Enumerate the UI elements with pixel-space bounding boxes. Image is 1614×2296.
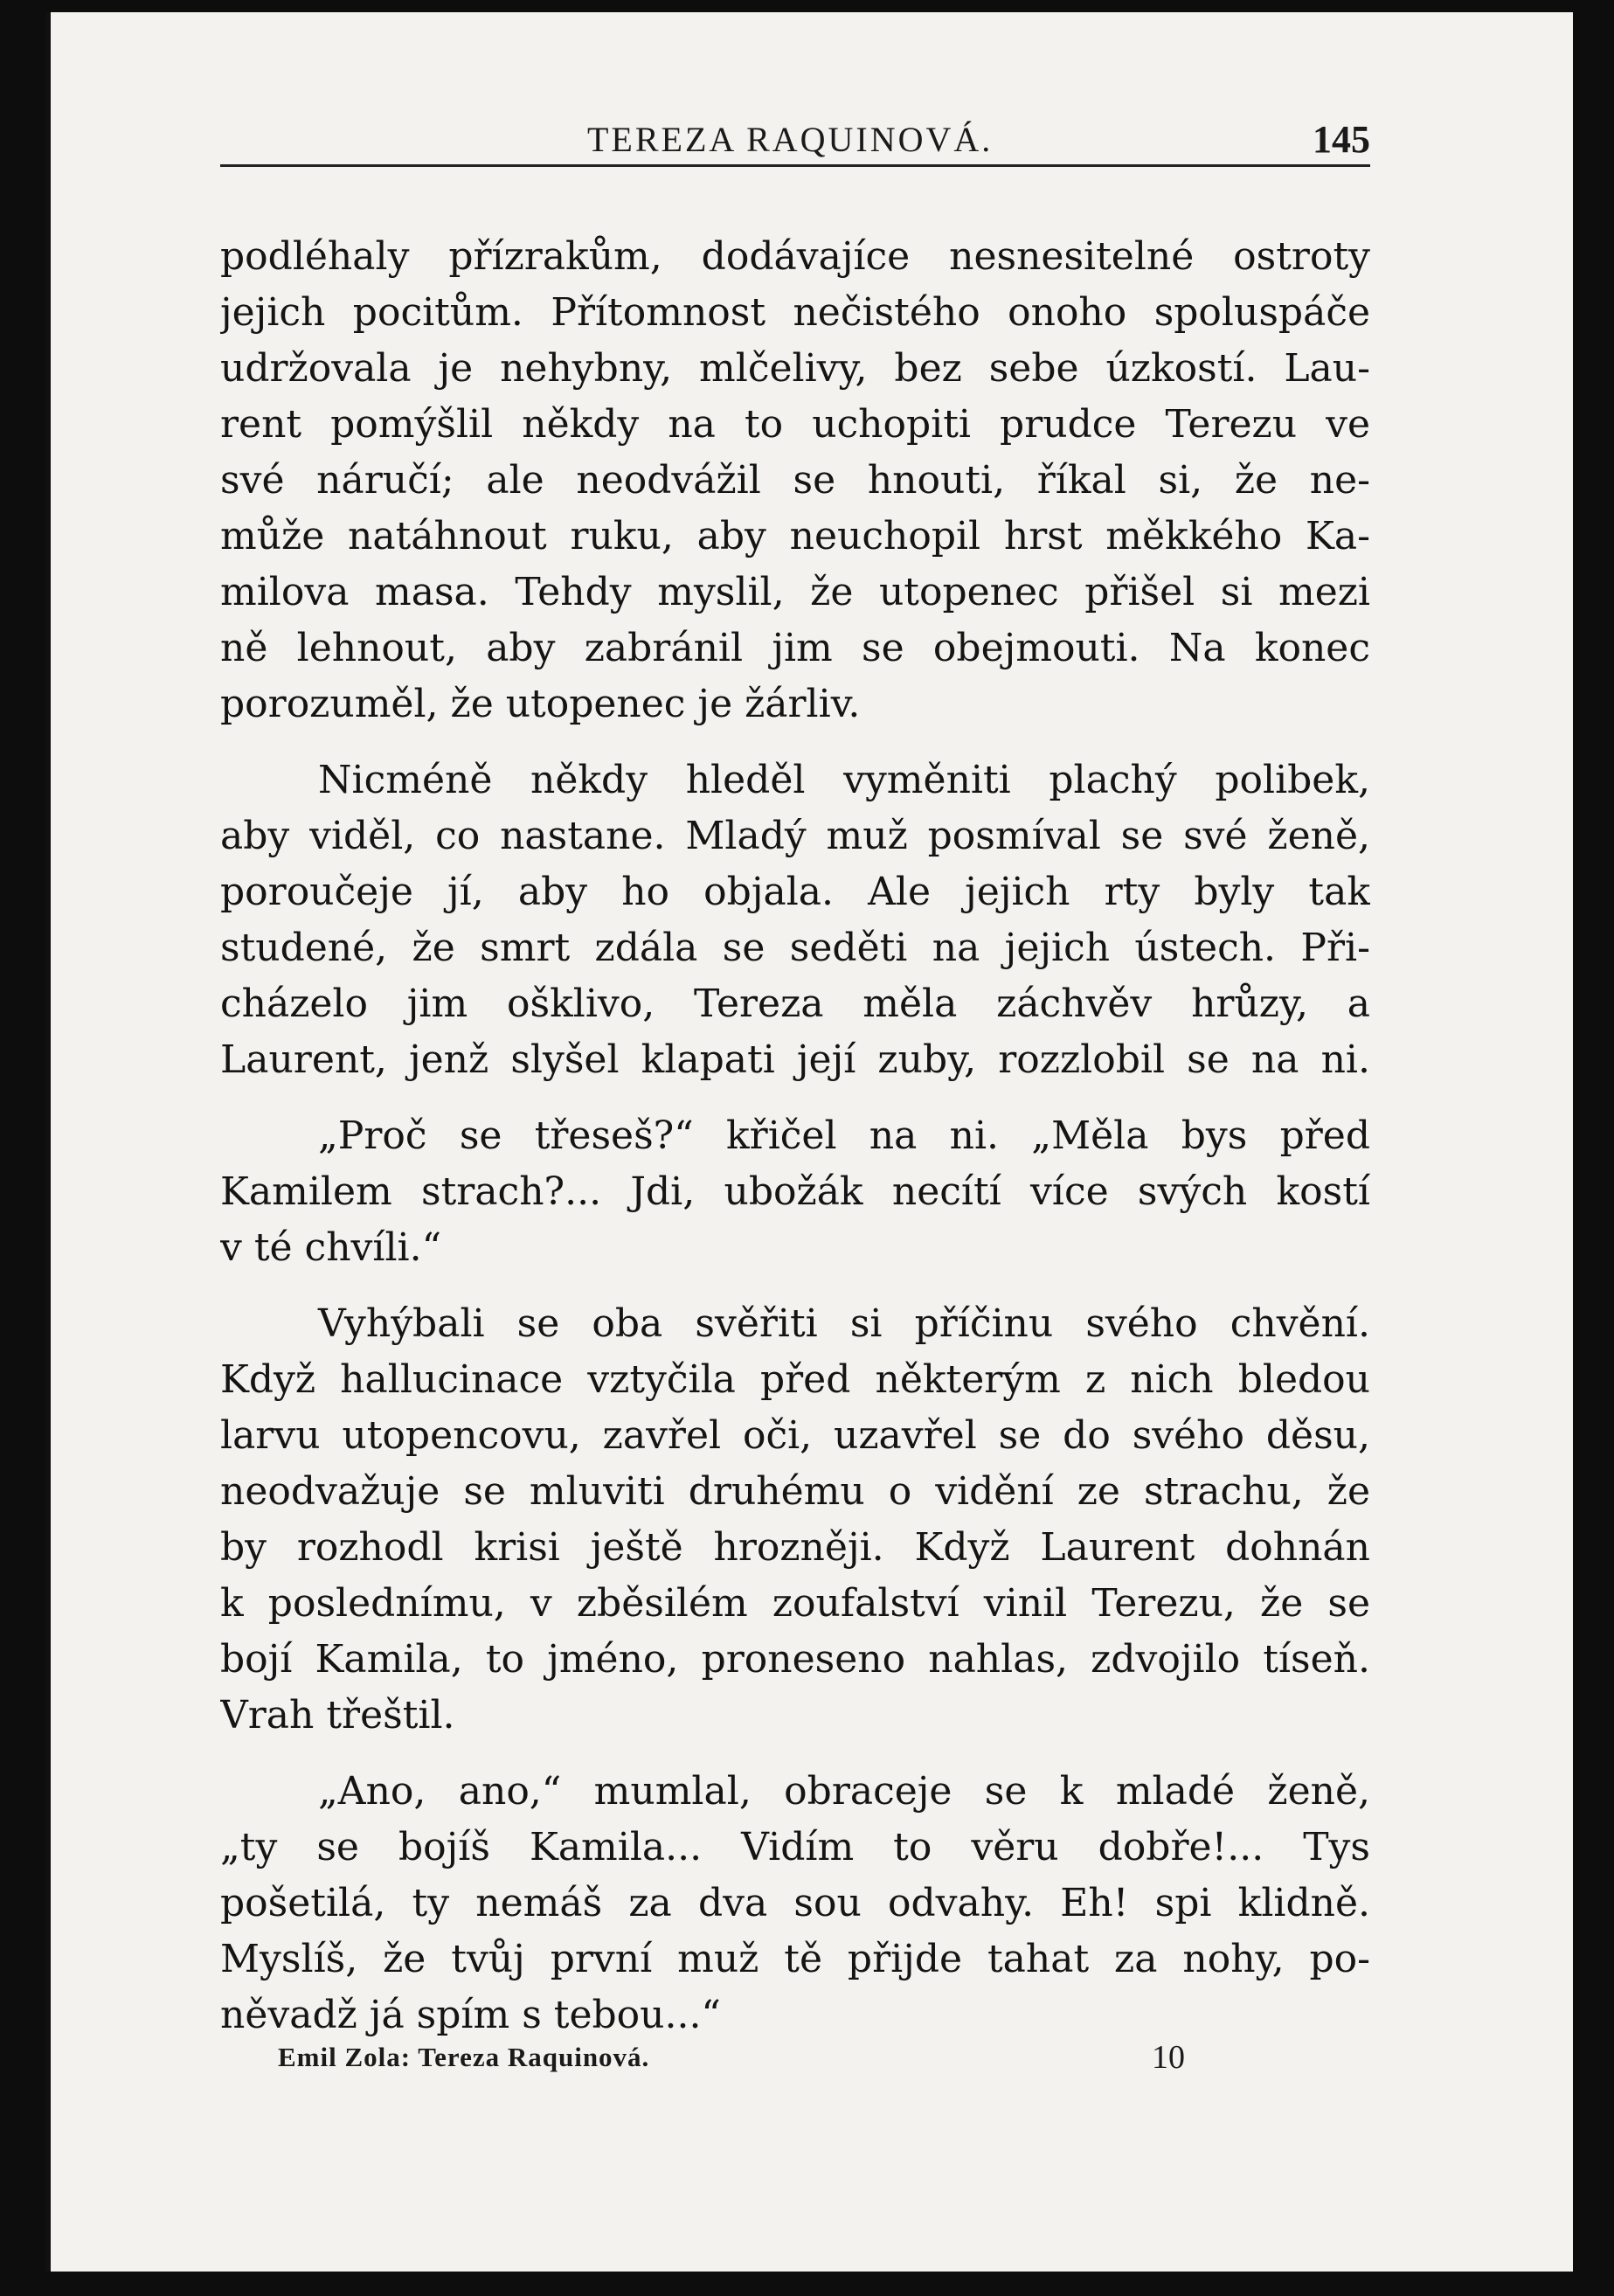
text-line: něvadž já spím s tebou...“ [220,1993,721,2037]
paragraph [220,1296,1370,1744]
running-title: TEREZA RAQUINOVÁ. [587,120,994,159]
text-line: by rozhodl krisi ještě hrozněji. Když Laurent dohnán [220,1525,1370,1570]
paragraph [220,229,1370,732]
text-line: Myslíš, že tvůj první muž tě přijde tahat za nohy, po- [220,1937,1370,1981]
text-line: milova masa. Tehdy myslil, že utopenec přišel si mezi [220,570,1370,614]
text-line: Kamilem strach?... Jdi, ubožák necítí více svých kostí [220,1169,1370,1214]
sheet-number: 10 [1152,2039,1185,2076]
paragraph [220,753,1370,1088]
running-header [220,112,1370,167]
text-line: „Ano, ano,“ mumlal, obraceje se k mladé ženě, [318,1769,1370,1814]
text-line: neodvažuje se mluviti druhému o vidění ze strachu, že [220,1469,1370,1514]
text-line: rent pomýšlil někdy na to uchopiti prudce Terezu ve [220,402,1370,447]
text-line: porozuměl, že utopenec je žárliv. [220,682,861,726]
paragraph [220,1764,1370,2043]
body-text [220,229,1370,2064]
text-line: „Proč se třeseš?“ křičel na ni. „Měla bys před [318,1113,1370,1158]
text-line: larvu utopencovu, zavřel oči, uzavřel se do svého děsu, [220,1413,1370,1458]
text-line: ně lehnout, aby zabránil jim se obejmouti. Na konec [220,626,1370,670]
text-line: podléhaly přízrakům, dodávajíce nesnesitelné ostroty [220,234,1370,279]
text-line: Vyhýbali se oba svěřiti si příčinu svého chvění. [318,1301,1370,1346]
text-line: Vrah třeštil. [220,1693,455,1738]
text-line: „ty se bojíš Kamila... Vidím to věru dobře!... Tys [220,1825,1370,1869]
text-line: Když hallucinace vztyčila před některým z nich bledou [220,1357,1370,1402]
text-line: může natáhnout ruku, aby neuchopil hrst měkkého Ka- [220,514,1370,558]
text-line: Laurent, jenž slyšel klapati její zuby, rozzlobil se na ni. [220,1037,1370,1082]
text-line: bojí Kamila, to jméno, proneseno nahlas, zdvojilo tíseň. [220,1637,1370,1682]
text-line: v té chvíli.“ [220,1225,442,1270]
text-line: jejich pocitům. Přítomnost nečistého onoho spoluspáče [220,290,1370,335]
text-line: pošetilá, ty nemáš za dva sou odvahy. Eh! spi klidně. [220,1881,1370,1925]
text-line: udržovala je nehybny, mlčelivy, bez sebe úzkostí. Lau- [220,346,1370,391]
text-line: studené, že smrt zdála se seděti na jejich ústech. Při- [220,926,1370,970]
text-line: své náručí; ale neodvážil se hnouti, říkal si, že ne- [220,458,1370,503]
printer-signature: Emil Zola: Tereza Raquinová. [278,2042,650,2072]
text-line: poroučeje jí, aby ho objala. Ale jejich rty byly tak [220,870,1370,914]
text-line: k poslednímu, v zběsilém zoufalství vinil Terezu, že se [220,1581,1370,1626]
page-footer [278,2039,1195,2085]
text-line: Nicméně někdy hleděl vyměniti plachý polibek, [318,758,1370,802]
page-number: 145 [1313,118,1370,161]
paragraph [220,1108,1370,1276]
text-line: aby viděl, co nastane. Mladý muž posmíval se své ženě, [220,814,1370,858]
text-line: cházelo jim ošklivo, Tereza měla záchvěv hrůzy, a [220,982,1370,1026]
